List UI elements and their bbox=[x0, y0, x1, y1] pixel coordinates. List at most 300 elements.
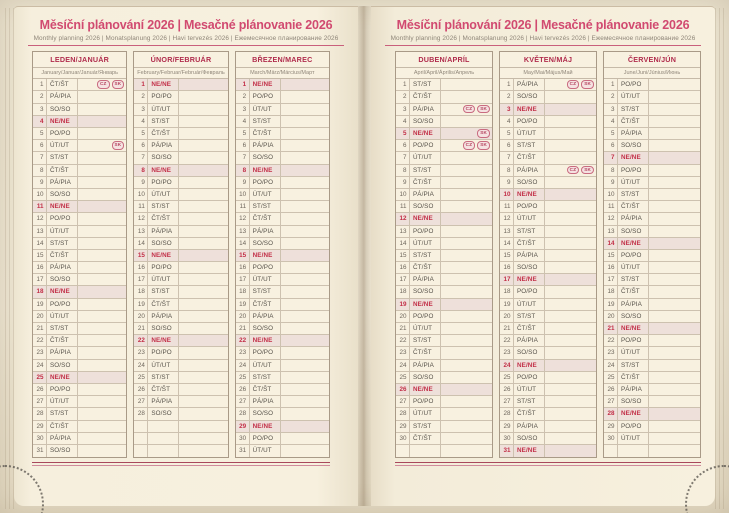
notes-cell bbox=[649, 360, 700, 371]
day-row bbox=[134, 421, 227, 433]
day-row bbox=[134, 238, 227, 250]
day-abbrev-cell: ÚT/UT bbox=[148, 189, 179, 200]
notes-cell bbox=[281, 408, 329, 419]
day-abbrev-cell: ST/ST bbox=[618, 360, 649, 371]
day-row bbox=[604, 116, 700, 128]
day-number-cell: 23 bbox=[396, 347, 410, 358]
day-row bbox=[500, 165, 596, 177]
day-number-cell: 25 bbox=[604, 372, 618, 383]
day-number-cell: 13 bbox=[396, 226, 410, 237]
day-abbrev-cell: ST/ST bbox=[47, 323, 78, 334]
day-number-cell: 30 bbox=[33, 433, 47, 444]
notes-cell bbox=[78, 79, 126, 90]
page-stack-edge-right bbox=[715, 8, 724, 509]
day-row bbox=[134, 177, 227, 189]
notes-cell bbox=[179, 226, 227, 237]
day-abbrev-cell: SO/SO bbox=[410, 201, 441, 212]
day-number-cell: 5 bbox=[500, 128, 514, 139]
day-row bbox=[236, 323, 329, 335]
notes-cell bbox=[281, 91, 329, 102]
notes-cell bbox=[78, 116, 126, 127]
day-abbrev-cell: PÁ/PIA bbox=[410, 360, 441, 371]
day-row bbox=[396, 433, 492, 445]
notes-cell bbox=[545, 384, 596, 395]
day-number-cell: 25 bbox=[134, 372, 148, 383]
day-abbrev-cell: ÚT/UT bbox=[47, 396, 78, 407]
notes-cell bbox=[281, 104, 329, 115]
day-number-cell: 21 bbox=[396, 323, 410, 334]
day-row bbox=[500, 396, 596, 408]
notes-cell bbox=[545, 433, 596, 444]
day-number-cell: 11 bbox=[396, 201, 410, 212]
day-abbrev-cell: ČT/ŠT bbox=[618, 372, 649, 383]
notes-cell bbox=[78, 372, 126, 383]
day-abbrev-cell: ÚT/UT bbox=[514, 128, 545, 139]
day-number-cell: 3 bbox=[604, 104, 618, 115]
notes-cell bbox=[281, 421, 329, 432]
day-abbrev-cell: SO/SO bbox=[148, 152, 179, 163]
day-row bbox=[396, 165, 492, 177]
notes-cell bbox=[78, 335, 126, 346]
day-abbrev-cell: PÁ/PIA bbox=[514, 165, 545, 176]
notes-cell bbox=[78, 213, 126, 224]
notes-cell bbox=[649, 189, 700, 200]
day-number-cell: 15 bbox=[33, 250, 47, 261]
day-abbrev-cell: NE/NE bbox=[514, 274, 545, 285]
notes-cell bbox=[649, 323, 700, 334]
notes-cell bbox=[179, 445, 227, 457]
day-abbrev-cell: ÚT/UT bbox=[148, 274, 179, 285]
notes-cell bbox=[649, 140, 700, 151]
day-row bbox=[604, 189, 700, 201]
day-abbrev-cell: PO/PO bbox=[250, 262, 281, 273]
day-number-cell: 29 bbox=[500, 421, 514, 432]
notes-cell bbox=[78, 262, 126, 273]
notes-cell bbox=[179, 262, 227, 273]
day-abbrev-cell: SO/SO bbox=[618, 311, 649, 322]
day-row bbox=[33, 250, 126, 262]
day-row bbox=[33, 140, 126, 152]
day-abbrev-cell: ČT/ŠT bbox=[618, 201, 649, 212]
day-number-cell: 29 bbox=[33, 421, 47, 432]
notes-cell bbox=[281, 201, 329, 212]
day-number-cell: 4 bbox=[33, 116, 47, 127]
footer-rule-left bbox=[32, 462, 330, 467]
day-number-cell: 26 bbox=[236, 384, 250, 395]
day-row bbox=[134, 323, 227, 335]
day-abbrev-cell: PÁ/PIA bbox=[514, 421, 545, 432]
day-row bbox=[33, 116, 126, 128]
day-number-cell: 15 bbox=[236, 250, 250, 261]
day-abbrev-cell: SO/SO bbox=[410, 116, 441, 127]
day-row bbox=[604, 360, 700, 372]
day-abbrev-cell: PO/PO bbox=[250, 91, 281, 102]
month-international-names: June/Juni/Június/Июнь bbox=[604, 68, 700, 80]
notes-cell bbox=[179, 274, 227, 285]
day-number-cell: 21 bbox=[604, 323, 618, 334]
day-row bbox=[396, 347, 492, 359]
day-number-cell: 9 bbox=[396, 177, 410, 188]
day-row bbox=[396, 262, 492, 274]
day-number-cell: 1 bbox=[33, 79, 47, 90]
day-row bbox=[33, 104, 126, 116]
day-abbrev-cell: ČT/ŠT bbox=[47, 165, 78, 176]
day-row bbox=[33, 189, 126, 201]
day-number-cell: 14 bbox=[33, 238, 47, 249]
day-row bbox=[134, 152, 227, 164]
notes-cell bbox=[281, 433, 329, 444]
notes-cell bbox=[179, 372, 227, 383]
day-row bbox=[396, 140, 492, 152]
day-row bbox=[500, 433, 596, 445]
day-abbrev-cell: ST/ST bbox=[250, 116, 281, 127]
day-abbrev-cell: NE/NE bbox=[410, 299, 441, 310]
day-abbrev-cell: ÚT/UT bbox=[514, 299, 545, 310]
day-abbrev-cell: ČT/ŠT bbox=[47, 335, 78, 346]
day-abbrev-cell bbox=[618, 445, 649, 457]
notes-cell bbox=[281, 335, 329, 346]
notes-cell bbox=[78, 226, 126, 237]
day-row bbox=[396, 213, 492, 225]
notes-cell bbox=[78, 189, 126, 200]
day-row bbox=[396, 238, 492, 250]
day-abbrev-cell: ÚT/UT bbox=[250, 445, 281, 457]
day-row bbox=[604, 311, 700, 323]
day-row bbox=[236, 128, 329, 140]
header-divider-line bbox=[385, 45, 701, 47]
day-number-cell: 14 bbox=[396, 238, 410, 249]
day-row bbox=[500, 384, 596, 396]
holiday-badge-sk-icon: SK bbox=[581, 166, 594, 175]
day-row bbox=[500, 299, 596, 311]
day-number-cell: 12 bbox=[236, 213, 250, 224]
notes-cell bbox=[179, 250, 227, 261]
day-row bbox=[396, 421, 492, 433]
day-row bbox=[236, 372, 329, 384]
month-name: ČERVEN/JÚN bbox=[604, 52, 700, 68]
day-number-cell: 23 bbox=[500, 347, 514, 358]
day-abbrev-cell: PO/PO bbox=[47, 384, 78, 395]
day-number-cell: 2 bbox=[500, 91, 514, 102]
notes-cell bbox=[545, 335, 596, 346]
day-row bbox=[134, 299, 227, 311]
day-abbrev-cell bbox=[410, 445, 441, 457]
day-row bbox=[236, 311, 329, 323]
day-row bbox=[134, 104, 227, 116]
notes-cell bbox=[179, 189, 227, 200]
notes-cell bbox=[545, 189, 596, 200]
day-abbrev-cell: PÁ/PIA bbox=[618, 299, 649, 310]
notes-cell bbox=[78, 152, 126, 163]
day-number-cell: 14 bbox=[236, 238, 250, 249]
day-abbrev-cell: PO/PO bbox=[514, 372, 545, 383]
day-row bbox=[500, 262, 596, 274]
notes-cell bbox=[179, 116, 227, 127]
day-number-cell: 4 bbox=[396, 116, 410, 127]
day-row bbox=[134, 384, 227, 396]
day-abbrev-cell: PO/PO bbox=[514, 201, 545, 212]
notes-cell bbox=[441, 323, 492, 334]
day-number-cell: 6 bbox=[236, 140, 250, 151]
notes-cell bbox=[649, 347, 700, 358]
day-row bbox=[604, 445, 700, 457]
notes-cell bbox=[179, 311, 227, 322]
day-number-cell: 31 bbox=[236, 445, 250, 457]
day-number-cell: 19 bbox=[134, 299, 148, 310]
day-abbrev-cell: PÁ/PIA bbox=[250, 311, 281, 322]
notes-cell bbox=[545, 140, 596, 151]
notes-cell bbox=[281, 140, 329, 151]
day-number-cell: 10 bbox=[500, 189, 514, 200]
notes-cell bbox=[649, 372, 700, 383]
day-row bbox=[33, 274, 126, 286]
day-number-cell: 26 bbox=[604, 384, 618, 395]
day-row bbox=[33, 299, 126, 311]
day-number-cell: 19 bbox=[604, 299, 618, 310]
day-abbrev-cell: ST/ST bbox=[250, 286, 281, 297]
day-number-cell: 22 bbox=[134, 335, 148, 346]
notes-cell bbox=[281, 238, 329, 249]
page-right bbox=[371, 6, 715, 506]
day-row bbox=[396, 323, 492, 335]
day-abbrev-cell: ST/ST bbox=[618, 274, 649, 285]
day-row bbox=[134, 79, 227, 91]
day-number-cell: 11 bbox=[604, 201, 618, 212]
day-row bbox=[396, 396, 492, 408]
day-abbrev-cell: PÁ/PIA bbox=[618, 384, 649, 395]
notes-cell bbox=[649, 128, 700, 139]
day-number-cell: 12 bbox=[500, 213, 514, 224]
day-abbrev-cell: ST/ST bbox=[148, 372, 179, 383]
page-subtitle: Monthly planning 2026 | Monatsplanung 2026 | Havi tervezés 2026 | Ежемесячное планирование 2026 bbox=[33, 34, 339, 42]
notes-cell bbox=[545, 262, 596, 273]
day-abbrev-cell: PO/PO bbox=[47, 299, 78, 310]
day-abbrev-cell: ÚT/UT bbox=[47, 311, 78, 322]
notes-cell bbox=[281, 128, 329, 139]
day-abbrev-cell: NE/NE bbox=[250, 421, 281, 432]
day-row bbox=[604, 396, 700, 408]
notes-cell bbox=[545, 286, 596, 297]
day-number-cell: 23 bbox=[33, 347, 47, 358]
day-abbrev-cell: ST/ST bbox=[410, 421, 441, 432]
day-abbrev-cell: NE/NE bbox=[47, 201, 78, 212]
day-number-cell: 7 bbox=[134, 152, 148, 163]
day-abbrev-cell: ST/ST bbox=[514, 226, 545, 237]
notes-cell bbox=[649, 201, 700, 212]
notes-cell bbox=[441, 372, 492, 383]
notes-cell bbox=[545, 238, 596, 249]
notes-cell bbox=[281, 384, 329, 395]
day-row bbox=[236, 116, 329, 128]
holiday-badge-sk-icon: SK bbox=[112, 80, 125, 89]
day-abbrev-cell: NE/NE bbox=[410, 128, 441, 139]
day-number-cell: 1 bbox=[396, 79, 410, 90]
day-abbrev-cell: ČT/ŠT bbox=[250, 213, 281, 224]
day-number-cell: 27 bbox=[236, 396, 250, 407]
day-number-cell: 1 bbox=[236, 79, 250, 90]
day-number-cell: 24 bbox=[33, 360, 47, 371]
day-abbrev-cell bbox=[148, 445, 179, 457]
notes-cell bbox=[179, 384, 227, 395]
day-number-cell: 16 bbox=[134, 262, 148, 273]
day-abbrev-cell: ST/ST bbox=[410, 335, 441, 346]
day-row bbox=[604, 91, 700, 103]
day-row bbox=[396, 311, 492, 323]
day-number-cell: 19 bbox=[500, 299, 514, 310]
notes-cell bbox=[441, 445, 492, 457]
day-number-cell: 17 bbox=[396, 274, 410, 285]
month-name: LEDEN/JANUÁR bbox=[33, 52, 126, 68]
day-number-cell: 20 bbox=[500, 311, 514, 322]
day-number-cell: 5 bbox=[33, 128, 47, 139]
day-number-cell: 26 bbox=[134, 384, 148, 395]
day-abbrev-cell: SO/SO bbox=[47, 274, 78, 285]
day-abbrev-cell: PÁ/PIA bbox=[250, 140, 281, 151]
notes-cell bbox=[545, 360, 596, 371]
day-row bbox=[134, 140, 227, 152]
day-abbrev-cell: ST/ST bbox=[250, 372, 281, 383]
day-number-cell: 23 bbox=[604, 347, 618, 358]
day-row bbox=[604, 274, 700, 286]
notes-cell bbox=[545, 396, 596, 407]
day-abbrev-cell: SO/SO bbox=[618, 226, 649, 237]
day-number-cell: 30 bbox=[500, 433, 514, 444]
notes-cell bbox=[179, 91, 227, 102]
notes-cell bbox=[281, 311, 329, 322]
notes-cell bbox=[441, 104, 492, 115]
day-row bbox=[134, 335, 227, 347]
day-number-cell bbox=[134, 445, 148, 457]
day-abbrev-cell: ČT/ŠT bbox=[250, 128, 281, 139]
day-row bbox=[396, 408, 492, 420]
day-abbrev-cell: SO/SO bbox=[250, 408, 281, 419]
day-number-cell: 16 bbox=[33, 262, 47, 273]
day-row bbox=[236, 250, 329, 262]
day-abbrev-cell: ST/ST bbox=[410, 79, 441, 90]
day-number-cell: 5 bbox=[134, 128, 148, 139]
day-row bbox=[134, 408, 227, 420]
day-row bbox=[236, 433, 329, 445]
day-number-cell: 8 bbox=[604, 165, 618, 176]
day-abbrev-cell: ČT/ŠT bbox=[514, 238, 545, 249]
notes-cell bbox=[78, 165, 126, 176]
day-number-cell: 10 bbox=[604, 189, 618, 200]
notes-cell bbox=[545, 299, 596, 310]
notes-cell bbox=[179, 165, 227, 176]
day-number-cell: 24 bbox=[134, 360, 148, 371]
day-row bbox=[236, 396, 329, 408]
day-row bbox=[134, 433, 227, 445]
day-abbrev-cell: PÁ/PIA bbox=[618, 213, 649, 224]
day-number-cell: 11 bbox=[500, 201, 514, 212]
day-number-cell: 13 bbox=[500, 226, 514, 237]
notes-cell bbox=[441, 250, 492, 261]
day-abbrev-cell: ČT/ŠT bbox=[47, 250, 78, 261]
day-number-cell: 14 bbox=[604, 238, 618, 249]
day-abbrev-cell: SO/SO bbox=[410, 286, 441, 297]
day-abbrev-cell: ÚT/UT bbox=[618, 262, 649, 273]
notes-cell bbox=[545, 421, 596, 432]
day-row bbox=[33, 262, 126, 274]
day-abbrev-cell: ST/ST bbox=[47, 408, 78, 419]
notes-cell bbox=[78, 201, 126, 212]
day-number-cell: 8 bbox=[396, 165, 410, 176]
day-number-cell: 18 bbox=[33, 286, 47, 297]
notes-cell bbox=[649, 165, 700, 176]
day-number-cell: 28 bbox=[236, 408, 250, 419]
day-abbrev-cell: ÚT/UT bbox=[250, 360, 281, 371]
day-abbrev-cell: ÚT/UT bbox=[148, 104, 179, 115]
day-row bbox=[396, 79, 492, 91]
day-row bbox=[33, 177, 126, 189]
day-row bbox=[396, 372, 492, 384]
day-row bbox=[604, 177, 700, 189]
day-row bbox=[396, 384, 492, 396]
day-abbrev-cell: NE/NE bbox=[514, 104, 545, 115]
notes-cell bbox=[281, 79, 329, 90]
day-abbrev-cell: ČT/ŠT bbox=[148, 384, 179, 395]
day-abbrev-cell: PÁ/PIA bbox=[250, 226, 281, 237]
day-number-cell: 29 bbox=[604, 421, 618, 432]
notes-cell bbox=[441, 140, 492, 151]
notes-cell bbox=[545, 408, 596, 419]
day-number-cell: 15 bbox=[500, 250, 514, 261]
day-row bbox=[500, 226, 596, 238]
day-row bbox=[236, 165, 329, 177]
day-row bbox=[500, 421, 596, 433]
notes-cell bbox=[281, 262, 329, 273]
day-number-cell: 28 bbox=[396, 408, 410, 419]
month-day-grid bbox=[236, 79, 329, 457]
day-row bbox=[604, 262, 700, 274]
day-row bbox=[236, 177, 329, 189]
notes-cell bbox=[441, 299, 492, 310]
day-number-cell: 30 bbox=[236, 433, 250, 444]
day-abbrev-cell: PO/PO bbox=[148, 177, 179, 188]
day-number-cell: 27 bbox=[33, 396, 47, 407]
day-abbrev-cell: ST/ST bbox=[148, 116, 179, 127]
notes-cell bbox=[441, 262, 492, 273]
day-abbrev-cell: SO/SO bbox=[514, 433, 545, 444]
notes-cell bbox=[179, 323, 227, 334]
holiday-badge-cz-icon: CZ bbox=[567, 80, 580, 89]
day-abbrev-cell: SO/SO bbox=[514, 177, 545, 188]
day-number-cell: 4 bbox=[604, 116, 618, 127]
day-abbrev-cell: ČT/ŠT bbox=[148, 213, 179, 224]
notes-cell bbox=[649, 226, 700, 237]
notes-cell bbox=[441, 408, 492, 419]
day-number-cell: 13 bbox=[134, 226, 148, 237]
notes-cell bbox=[649, 396, 700, 407]
day-row bbox=[236, 421, 329, 433]
day-number-cell: 7 bbox=[500, 152, 514, 163]
notes-cell bbox=[649, 238, 700, 249]
notes-cell bbox=[281, 445, 329, 457]
notes-cell bbox=[179, 213, 227, 224]
day-abbrev-cell: ČT/ŠT bbox=[47, 421, 78, 432]
day-row bbox=[500, 286, 596, 298]
day-row bbox=[134, 226, 227, 238]
day-abbrev-cell: ST/ST bbox=[47, 238, 78, 249]
page-left bbox=[14, 6, 358, 506]
day-row bbox=[236, 335, 329, 347]
day-abbrev-cell: PO/PO bbox=[618, 335, 649, 346]
day-abbrev-cell: SO/SO bbox=[47, 445, 78, 457]
day-abbrev-cell: NE/NE bbox=[148, 79, 179, 90]
day-number-cell: 6 bbox=[33, 140, 47, 151]
day-row bbox=[500, 360, 596, 372]
day-row bbox=[396, 445, 492, 457]
